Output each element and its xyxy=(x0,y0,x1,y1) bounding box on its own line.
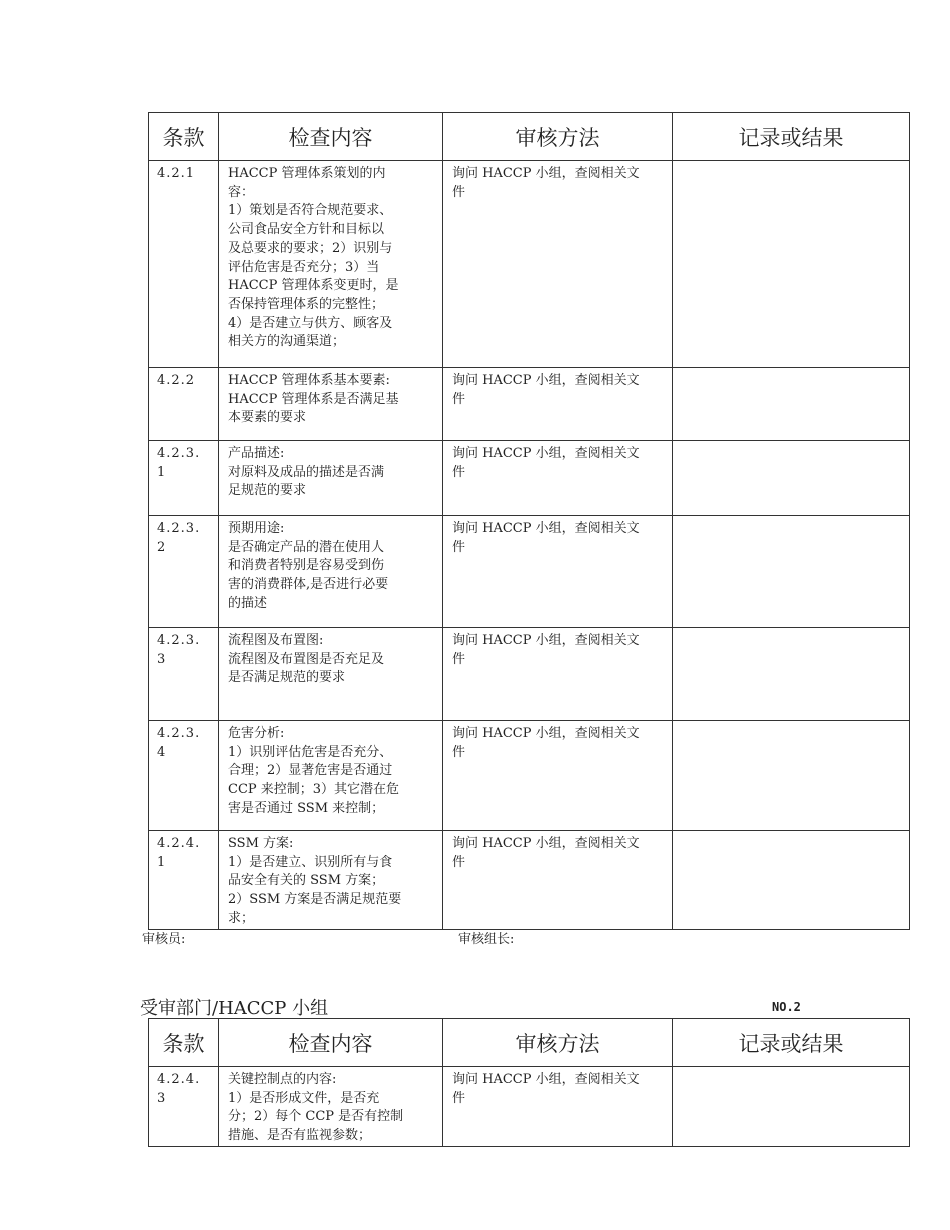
audit-method-cell-line: 件 xyxy=(452,854,466,870)
clause-cell xyxy=(149,628,219,721)
check-content-cell-line: CCP 来控制；3）其它潜在危 xyxy=(228,782,400,798)
audit-method-cell-line: 询问 HACCP 小组，查阅相关文 xyxy=(452,726,640,741)
header-clause: 条款 xyxy=(149,113,219,161)
check-content-cell-line: 4）是否建立与供方、顾客及 xyxy=(228,315,393,331)
check-content-cell-line: 措施、是否有监视参数； xyxy=(228,1128,372,1144)
check-content-cell-line: 是否满足规范的要求 xyxy=(228,670,346,686)
check-content-cell-line: SSM 方案: xyxy=(228,836,294,851)
audit-method-cell xyxy=(443,368,673,441)
auditor-signature-label: 审核员: xyxy=(142,932,186,947)
check-content-cell-line: 及总要求的要求；2）识别与 xyxy=(228,240,393,256)
check-content-cell xyxy=(219,516,443,628)
header-record-result: 记录或结果 xyxy=(673,113,910,161)
clause-cell-line: 4.2.2 xyxy=(157,373,196,388)
check-content-cell-line: 否保持管理体系的完整性； xyxy=(228,296,385,312)
record-result-cell xyxy=(673,831,910,930)
table-header-row xyxy=(149,1019,910,1067)
header-clause: 条款 xyxy=(149,1019,219,1067)
audit-method-cell xyxy=(443,721,673,831)
table-2-body xyxy=(149,1067,910,1147)
clause-cell xyxy=(149,1067,219,1147)
audit-checklist-table-1 xyxy=(148,112,910,930)
check-content-cell-line: 1）是否形成文件，是否充 xyxy=(228,1090,380,1106)
clause-cell-line: 4.2.4. xyxy=(157,836,201,851)
team-leader-signature-label: 审核组长: xyxy=(458,932,515,947)
check-content-cell xyxy=(219,831,443,930)
audit-method-cell xyxy=(443,161,673,368)
clause-cell-line: 4.2.3. xyxy=(157,521,201,536)
table-row xyxy=(149,161,910,368)
check-content-cell xyxy=(219,161,443,368)
page-number: NO.2 xyxy=(772,1000,801,1014)
header-audit-method: 审核方法 xyxy=(443,113,673,161)
clause-cell-line: 4.2.3. xyxy=(157,726,201,741)
audit-method-cell xyxy=(443,1067,673,1147)
check-content-cell xyxy=(219,721,443,831)
check-content-cell-line: HACCP 管理体系策划的内 xyxy=(228,166,386,181)
header-record-result: 记录或结果 xyxy=(673,1019,910,1067)
record-result-cell xyxy=(673,628,910,721)
clause-cell-line: 4.2.4. xyxy=(157,1072,201,1087)
audit-method-cell-line: 询问 HACCP 小组，查阅相关文 xyxy=(452,1072,640,1087)
check-content-cell-line: 评估危害是否充分；3）当 xyxy=(228,259,380,275)
check-content-cell-line: 足规范的要求 xyxy=(228,483,307,499)
clause-cell xyxy=(149,441,219,516)
check-content-cell-line: 相关方的沟通渠道； xyxy=(228,334,346,350)
clause-cell xyxy=(149,831,219,930)
check-content-cell-line: HACCP 管理体系变更时，是 xyxy=(228,278,399,294)
check-content-cell-line: 是否确定产品的潜在使用人 xyxy=(228,539,385,555)
table-header-row xyxy=(149,113,910,161)
check-content-cell-line: 对原料及成品的描述是否满 xyxy=(228,464,385,480)
check-content-cell xyxy=(219,441,443,516)
check-content-cell-line: 害的消费群体,是否进行必要 xyxy=(228,577,389,593)
record-result-cell xyxy=(673,516,910,628)
table-row xyxy=(149,721,910,831)
audit-method-cell-line: 询问 HACCP 小组，查阅相关文 xyxy=(452,521,640,536)
check-content-cell-line: 分；2）每个 CCP 是否有控制 xyxy=(228,1109,404,1125)
table-row xyxy=(149,831,910,930)
clause-cell xyxy=(149,368,219,441)
check-content-cell-line: 产品描述: xyxy=(228,446,285,461)
check-content-cell-line: 危害分析: xyxy=(228,726,285,741)
clause-cell-line: 1 xyxy=(157,854,167,870)
check-content-cell-line: 流程图及布置图: xyxy=(228,633,324,648)
clause-cell-line: 3 xyxy=(157,1090,167,1106)
record-result-cell xyxy=(673,1067,910,1147)
clause-cell-line: 3 xyxy=(157,651,167,667)
clause-cell xyxy=(149,516,219,628)
record-result-cell xyxy=(673,161,910,368)
check-content-cell-line: 的描述 xyxy=(228,595,268,611)
audit-method-cell-line: 件 xyxy=(452,744,466,760)
table-row xyxy=(149,628,910,721)
check-content-cell-line: 和消费者特别是容易受到伤 xyxy=(228,558,385,574)
check-content-cell-line: 本要素的要求 xyxy=(228,410,307,426)
record-result-cell xyxy=(673,721,910,831)
audit-method-cell-line: 询问 HACCP 小组，查阅相关文 xyxy=(452,633,640,648)
check-content-cell-line: 预期用途: xyxy=(228,521,285,536)
audit-method-cell xyxy=(443,831,673,930)
check-content-cell-line: 害是否通过 SSM 来控制； xyxy=(228,800,385,816)
clause-cell-line: 4.2.3. xyxy=(157,633,201,648)
audit-checklist-table-2 xyxy=(148,1018,910,1147)
check-content-cell-line: 关键控制点的内容: xyxy=(228,1072,337,1087)
check-content-cell xyxy=(219,628,443,721)
check-content-cell-line: 求； xyxy=(228,910,255,926)
table-row xyxy=(149,516,910,628)
header-check-content: 检查内容 xyxy=(219,113,443,161)
table-1-body xyxy=(149,161,910,930)
clause-cell xyxy=(149,721,219,831)
header-check-content: 检查内容 xyxy=(219,1019,443,1067)
audit-method-cell-line: 件 xyxy=(452,651,466,667)
check-content-cell-line: 容： xyxy=(228,184,255,200)
clause-cell-line: 2 xyxy=(157,539,167,555)
audit-method-cell xyxy=(443,441,673,516)
audit-method-cell-line: 询问 HACCP 小组，查阅相关文 xyxy=(452,373,640,388)
check-content-cell-line: 品安全有关的 SSM 方案； xyxy=(228,873,385,889)
check-content-cell-line: 2）SSM 方案是否满足规范要 xyxy=(228,892,402,908)
check-content-cell-line: HACCP 管理体系基本要素: xyxy=(228,373,390,388)
check-content-cell-line: 流程图及布置图是否充足及 xyxy=(228,651,385,667)
audit-method-cell xyxy=(443,628,673,721)
check-content-cell-line: 1）策划是否符合规范要求、 xyxy=(228,203,393,219)
audit-method-cell-line: 件 xyxy=(452,464,466,480)
clause-cell xyxy=(149,161,219,368)
clause-cell-line: 4.2.3. xyxy=(157,446,201,461)
table-row xyxy=(149,368,910,441)
check-content-cell xyxy=(219,368,443,441)
clause-cell-line: 4.2.1 xyxy=(157,166,196,181)
record-result-cell xyxy=(673,441,910,516)
audit-method-cell-line: 件 xyxy=(452,1090,466,1106)
check-content-cell-line: HACCP 管理体系是否满足基 xyxy=(228,391,399,407)
record-result-cell xyxy=(673,368,910,441)
audit-method-cell-line: 询问 HACCP 小组，查阅相关文 xyxy=(452,446,640,461)
audit-method-cell-line: 件 xyxy=(452,539,466,555)
clause-cell-line: 4 xyxy=(157,744,167,760)
audit-method-cell-line: 询问 HACCP 小组，查阅相关文 xyxy=(452,166,640,181)
check-content-cell xyxy=(219,1067,443,1147)
check-content-cell-line: 1）是否建立、识别所有与食 xyxy=(228,854,393,870)
audit-method-cell-line: 询问 HACCP 小组，查阅相关文 xyxy=(452,836,640,851)
check-content-cell-line: 合理；2）显著危害是否通过 xyxy=(228,763,393,779)
department-title: 受审部门/HACCP 小组 xyxy=(140,998,329,1019)
audit-method-cell-line: 件 xyxy=(452,391,466,407)
table-row xyxy=(149,1067,910,1147)
table-row xyxy=(149,441,910,516)
check-content-cell-line: 1）识别评估危害是否充分、 xyxy=(228,744,393,760)
header-audit-method: 审核方法 xyxy=(443,1019,673,1067)
check-content-cell-line: 公司食品安全方针和目标以 xyxy=(228,222,385,238)
clause-cell-line: 1 xyxy=(157,464,167,480)
audit-method-cell xyxy=(443,516,673,628)
audit-method-cell-line: 件 xyxy=(452,184,466,200)
